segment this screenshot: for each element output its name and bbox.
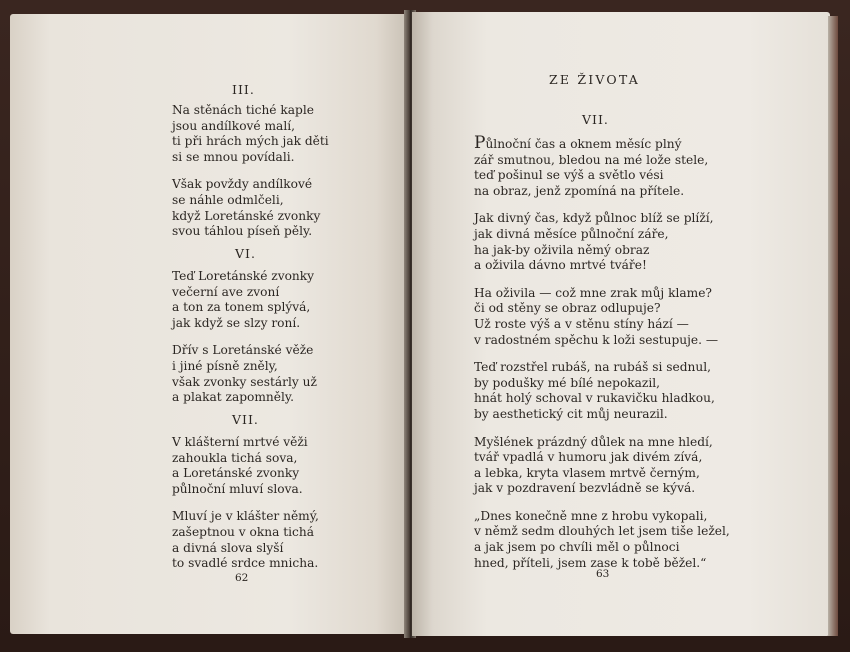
poem-line: a divná slova slyší	[172, 540, 284, 555]
poem-line: a Loretánské zvonky	[172, 466, 300, 481]
stanza	[474, 435, 730, 497]
poem-line: „Dnes konečně mne z hrobu vykopali,	[474, 508, 708, 523]
poem-line: jak když se slzy roní.	[172, 315, 301, 330]
poem-line: či od stěny se obraz odlupuje?	[474, 301, 661, 316]
poem-line: se náhle odmlčeli,	[172, 192, 284, 207]
poem-line: Mluví je v klášter němý,	[172, 509, 319, 524]
poem-line: ti při hrách mých jak děti	[172, 134, 329, 149]
poem-line: jsou andílkové malí,	[172, 118, 295, 133]
poem-line: zář smutnou, bledou na mé lože stele,	[474, 152, 709, 167]
poem-line: to svadlé srdce mnicha.	[172, 556, 319, 571]
page-number-left: 62	[235, 572, 249, 584]
stanza	[474, 133, 730, 199]
poem-line: Dřív s Loretánské věže	[172, 343, 314, 358]
poem-section-vii	[172, 435, 319, 584]
stanza	[172, 343, 317, 405]
stanza	[474, 509, 730, 571]
poem-line: Teď rozstřel rubáš, na rubáš si sednul,	[474, 360, 711, 375]
poem-line: si se mnou povídali.	[172, 149, 295, 164]
poem-line: zahoukla tichá sova,	[172, 450, 298, 465]
poem-line: by aesthetický cit můj neurazil.	[474, 406, 668, 421]
poem-line: a ton za tonem splývá,	[172, 300, 311, 315]
poem-line: však zvonky sestárly už	[172, 374, 317, 389]
stanza	[474, 360, 730, 422]
poem-line: Na stěnách tiché kaple	[172, 103, 314, 117]
page-edge	[828, 16, 838, 636]
stanza	[474, 286, 730, 348]
stanza	[172, 509, 319, 571]
poem-line: v radostném spěchu k loži sestupuje. —	[474, 332, 719, 347]
poem-line: hned, příteli, jsem zase k tobě běžel.“	[474, 555, 707, 570]
poem-line: a plakat zapomněly.	[172, 390, 295, 405]
stanza	[172, 269, 317, 331]
poem-line: Myšlének prázdný důlek na mne hledí,	[474, 434, 713, 449]
poem-line: a jak jsem po chvíli měl o půlnoci	[474, 540, 680, 555]
section-heading-vii: VII.	[582, 112, 609, 127]
left-page	[10, 14, 408, 634]
drop-cap: P	[474, 133, 486, 153]
poem-line: jak divná měsíce půlnoční záře,	[474, 226, 669, 241]
poem-line: i jiné písně zněly,	[172, 358, 278, 373]
poem-line: ha jak-by oživila němý obraz	[474, 242, 650, 257]
right-page	[412, 12, 830, 636]
poem-line: by podušky mé bílé nepokazil,	[474, 375, 661, 390]
poem-section-vi	[172, 269, 317, 418]
poem-body	[474, 133, 730, 583]
poem-line: svou táhlou píseň pěly.	[172, 224, 313, 239]
poem-line: a oživila dávno mrtvé tváře!	[474, 258, 647, 273]
poem-line: a lebka, kryta vlasem mrtvě černým,	[474, 465, 700, 480]
poem-line: zašeptnou v okna tichá	[172, 524, 314, 539]
stanza	[172, 435, 319, 497]
page-number-right: 63	[596, 568, 610, 580]
poem-line: Však povždy andílkové	[172, 177, 313, 192]
poem-line: Teď Loretánské zvonky	[172, 269, 315, 283]
section-heading-vi: VI.	[235, 246, 256, 261]
poem-line: tvář vpadlá v humoru jak divém zívá,	[474, 450, 703, 465]
section-heading-vii: VII.	[232, 412, 259, 427]
poem-line: na obraz, jenž zpomíná na přítele.	[474, 183, 685, 198]
poem-line: V klášterní mrtvé věži	[172, 435, 308, 449]
poem-line: půlnoční mluví slova.	[172, 481, 303, 496]
stanza	[172, 103, 329, 165]
poem-line: Jak divný čas, když půlnoc blíž se plíží,	[474, 211, 714, 226]
running-title: ZE ŽIVOTA	[549, 72, 640, 87]
poem-line: hnát holý schoval v rukavičku hladkou,	[474, 391, 715, 406]
poem-section-iii	[172, 103, 329, 252]
poem-line: Půlnoční čas a oknem měsíc plný	[474, 133, 682, 153]
poem-line: Ha oživila — což mne zrak můj klame?	[474, 285, 712, 300]
stanza	[474, 211, 730, 273]
poem-line: jak v pozdravení bezvládně se kývá.	[474, 481, 696, 496]
poem-line: večerní ave zvoní	[172, 284, 280, 299]
poem-line: v němž sedm dlouhých let jsem tiše ležel,	[474, 524, 730, 539]
poem-line: Už roste výš a v stěnu stíny hází —	[474, 316, 689, 331]
poem-line: když Loretánské zvonky	[172, 208, 321, 223]
poem-line: teď pošinul se výš a světlo vési	[474, 168, 664, 183]
stanza	[172, 177, 329, 239]
section-heading-iii: III.	[232, 82, 255, 97]
